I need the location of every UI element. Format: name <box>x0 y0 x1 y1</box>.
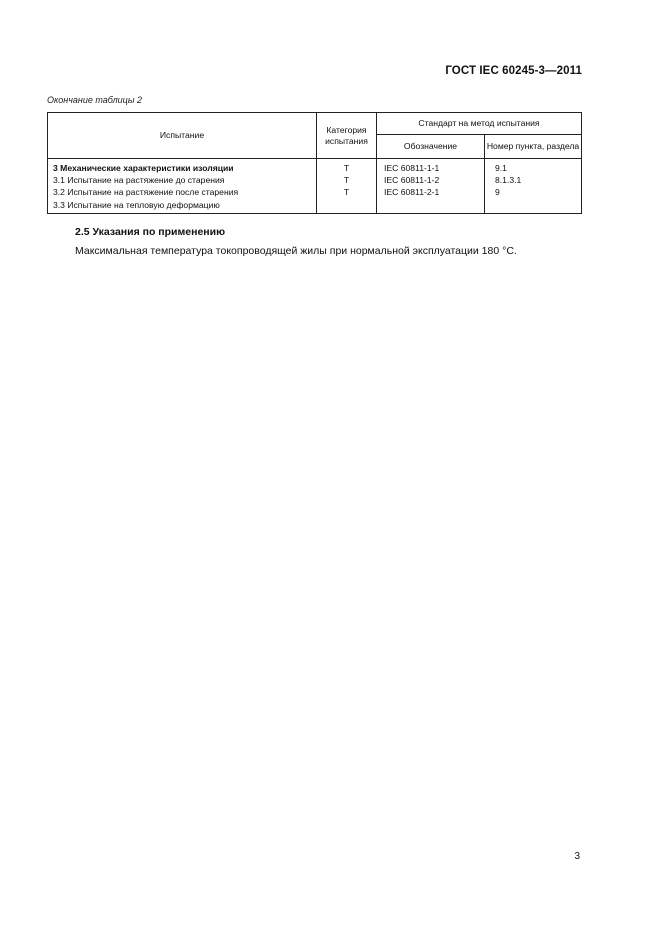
table-row-test: 3.3 Испытание на тепловую деформацию <box>53 199 220 210</box>
col-header-test: Испытание <box>48 113 317 159</box>
table-row-category: Т <box>343 163 350 173</box>
table-row-category: Т <box>343 187 350 198</box>
category-cell <box>317 159 377 214</box>
table-row-category: Т <box>343 175 350 186</box>
table-row-clause: 8.1.3.1 <box>495 175 522 186</box>
table-body-row <box>48 159 582 214</box>
table-row-clause: 9.1 <box>495 163 507 173</box>
section-paragraph: Максимальная температура токопроводящей жилы при нормальной эксплуатации 180 °С. <box>75 245 517 257</box>
table-header-row <box>48 113 582 135</box>
table-row-test: 3.2 Испытание на растяжение после старения <box>53 187 239 198</box>
col-header-clause: Номер пункта, раздела <box>485 135 582 159</box>
table-caption: Окончание таблицы 2 <box>47 95 142 105</box>
table-row-designation: IEC 60811-1-1 <box>384 163 440 173</box>
test-table <box>47 112 582 214</box>
page-number: 3 <box>574 851 580 862</box>
designation-cell <box>377 159 485 214</box>
test-cell <box>48 159 317 214</box>
table-row-clause: 9 <box>495 187 500 198</box>
col-header-designation: Обозначение <box>377 135 485 159</box>
table-row-designation: IEC 60811-1-2 <box>384 175 440 186</box>
table-row-test: 3 Механические характеристики изоляции <box>53 163 234 173</box>
col-header-standard: Стандарт на метод испытания <box>377 113 582 135</box>
table-row-designation: IEC 60811-2-1 <box>384 187 440 198</box>
table-row-test: 3.1 Испытание на растяжение до старения <box>53 175 225 186</box>
col-header-category: Категория испытания <box>317 113 377 159</box>
document-code: ГОСТ IEC 60245-3—2011 <box>445 65 582 77</box>
section-title: 2.5 Указания по применению <box>75 226 226 238</box>
clause-cell <box>485 159 582 214</box>
